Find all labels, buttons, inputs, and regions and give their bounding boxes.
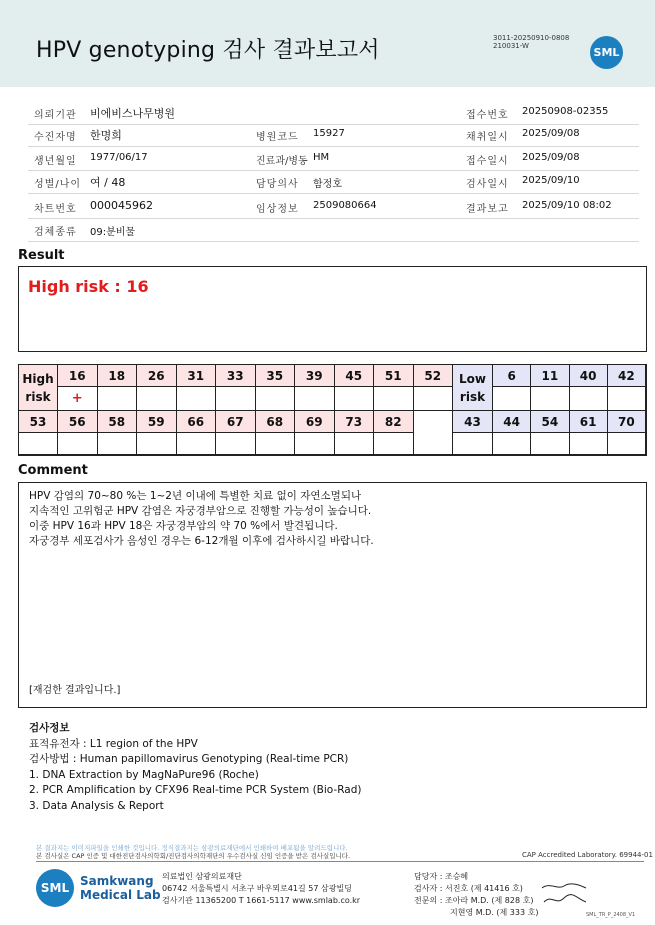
low-risk-type: 61 — [570, 411, 608, 433]
comment-line: HPV 감염의 70~80 %는 1~2년 이내에 특별한 치료 없이 자연소멸되나 — [29, 490, 362, 502]
staff-line: 지현영 M.D. (제 333 호) — [450, 908, 539, 917]
clinical-info-value: 2509080664 — [313, 200, 377, 211]
test-info-line: 3. Data Analysis & Report — [29, 799, 164, 812]
high-risk-result — [295, 433, 335, 455]
high-risk-result — [374, 387, 414, 411]
chart-no-label: 차트번호 — [34, 204, 77, 215]
high-risk-result — [256, 433, 296, 455]
brand-name — [80, 874, 161, 902]
low-risk-type: 11 — [531, 365, 569, 387]
dept-value: HM — [313, 152, 330, 163]
high-risk-label-line: risk — [25, 390, 51, 404]
report-date-label: 결과보고 — [466, 204, 509, 215]
test-info-line: 1. DNA Extraction by MagNaPure96 (Roche) — [29, 768, 259, 781]
high-risk-type: 68 — [256, 411, 296, 433]
receipt-no-label: 접수번호 — [466, 110, 509, 121]
low-risk-label-line: risk — [459, 390, 486, 404]
document-id-sub: 210031-W — [493, 42, 529, 50]
test-info-line: 2. PCR Amplification by CFX96 Real-time PCR System (Bio-Rad) — [29, 784, 362, 796]
doctor-value: 함정호 — [313, 179, 342, 190]
collect-date-label: 채취일시 — [466, 132, 509, 143]
result-section-title: Result — [18, 248, 65, 263]
high-risk-type: 18 — [98, 365, 138, 387]
institution-value: 비에비스나무병원 — [90, 107, 176, 120]
high-risk-type: 33 — [216, 365, 256, 387]
brand-line: Medical Lab — [80, 888, 161, 902]
low-risk-result — [493, 387, 531, 411]
low-risk-type: 42 — [608, 365, 646, 387]
low-risk-type: 43 — [453, 411, 493, 433]
low-risk-type: 40 — [570, 365, 608, 387]
low-risk-result — [531, 433, 569, 455]
test-info — [29, 721, 361, 814]
comment-line: 이중 HPV 16과 HPV 18은 자궁경부암의 약 70 %에서 발견됩니다. — [29, 520, 338, 532]
info-row-5 — [28, 196, 639, 219]
page-title: HPV genotyping 검사 결과보고서 — [36, 38, 380, 63]
high-risk-result — [58, 433, 98, 455]
high-risk-type: 45 — [335, 365, 375, 387]
high-risk-result — [137, 433, 177, 455]
clinical-info-label: 임상정보 — [256, 204, 299, 215]
low-risk-type: 70 — [608, 411, 646, 433]
high-risk-result — [256, 387, 296, 411]
genotype-grid — [18, 364, 647, 456]
sex-age-label: 성별/나이 — [34, 179, 82, 190]
footer-notice-image: 본 결과지는 이미지파일을 인쇄한 것입니다. 정식결과지는 삼광의료재단에서 인쇄하여 배포됨을 알려드립니다. — [36, 844, 348, 852]
high-risk-result — [177, 433, 217, 455]
receipt-date-label: 접수일시 — [466, 156, 509, 167]
info-row-6 — [28, 219, 639, 242]
low-risk-type: 44 — [493, 411, 531, 433]
form-code: SML_TR_P_2408_V1 — [586, 912, 636, 918]
low-risk-label-line: Low — [459, 372, 486, 386]
birth-value: 1977/06/17 — [90, 152, 148, 163]
info-row-1 — [28, 102, 639, 125]
hospital-code-label: 병원코드 — [256, 132, 299, 143]
comment-line: 지속적인 고위험군 HPV 감염은 자궁경부암으로 진행할 가능성이 높습니다. — [29, 505, 372, 517]
org-contact: 검사기관 11365200 T 1661-5117 www.smlab.co.kr — [162, 896, 361, 905]
low-risk-type: 6 — [493, 365, 531, 387]
high-risk-type: 35 — [256, 365, 296, 387]
low-risk-result — [608, 387, 646, 411]
high-risk-result — [98, 387, 138, 411]
signature-image — [540, 880, 590, 910]
high-risk-result — [98, 433, 138, 455]
high-risk-type: 58 — [98, 411, 138, 433]
high-risk-type: 59 — [137, 411, 177, 433]
brand-line: Samkwang — [80, 874, 154, 888]
staff-line: 담당자 : 조승혜 — [414, 872, 469, 881]
low-risk-result — [531, 387, 569, 411]
high-risk-result — [414, 387, 454, 411]
comment-text — [29, 489, 374, 549]
receipt-no-value: 20250908-02355 — [522, 106, 609, 117]
comment-section-title: Comment — [18, 463, 88, 478]
collect-date-value: 2025/09/08 — [522, 128, 580, 139]
staff-line: 검사자 : 서진호 (제 41416 호) — [414, 884, 523, 893]
test-date-value: 2025/09/10 — [522, 175, 580, 186]
high-risk-result — [19, 433, 58, 455]
name-value: 한명희 — [90, 129, 122, 142]
specimen-label: 검체종류 — [34, 227, 77, 238]
empty-cell — [414, 411, 454, 455]
info-row-3 — [28, 148, 639, 171]
test-date-label: 검사일시 — [466, 179, 509, 190]
high-risk-type: 16 — [58, 365, 98, 387]
high-risk-result — [216, 433, 256, 455]
sml-logo: SML — [590, 36, 623, 69]
document-id: 3011-20250910-0808 — [493, 34, 570, 42]
chart-no-value: 000045962 — [90, 199, 153, 212]
high-risk-type: 82 — [374, 411, 414, 433]
institution-label: 의뢰기관 — [34, 110, 77, 121]
staff-info — [414, 871, 538, 919]
sml-footer-logo: SML — [36, 869, 74, 907]
high-risk-result — [177, 387, 217, 411]
info-row-4 — [28, 171, 639, 194]
low-risk-result — [570, 387, 608, 411]
high-risk-type: 52 — [414, 365, 454, 387]
high-risk-result — [295, 387, 335, 411]
high-risk-type: 31 — [177, 365, 217, 387]
high-risk-result — [137, 387, 177, 411]
high-risk-result — [335, 387, 375, 411]
high-risk-result — [374, 433, 414, 455]
high-risk-type: 53 — [19, 411, 58, 433]
low-risk-result — [608, 433, 646, 455]
comment-footnote: [재검한 결과입니다.] — [29, 685, 121, 696]
dept-label: 진료과/병동 — [256, 156, 308, 167]
birth-label: 생년월일 — [34, 156, 77, 167]
info-row-2 — [28, 124, 639, 147]
doctor-label: 담당의사 — [256, 179, 299, 190]
high-risk-result — [216, 387, 256, 411]
low-risk-result — [453, 433, 493, 455]
specimen-value: 09:분비물 — [90, 227, 136, 238]
high-risk-label-line: High — [22, 372, 54, 386]
low-risk-result — [493, 433, 531, 455]
high-risk-type: 66 — [177, 411, 217, 433]
hospital-code-value: 15927 — [313, 128, 345, 139]
report-date-value: 2025/09/10 08:02 — [522, 200, 612, 211]
test-info-title: 검사정보 — [29, 722, 70, 734]
high-risk-type: 69 — [295, 411, 335, 433]
high-risk-type: 67 — [216, 411, 256, 433]
high-risk-type: 39 — [295, 365, 335, 387]
result-summary: High risk : 16 — [28, 277, 149, 296]
test-info-line: 표적유전자 : L1 region of the HPV — [29, 737, 198, 750]
receipt-date-value: 2025/09/08 — [522, 152, 580, 163]
low-risk-label — [453, 365, 493, 411]
org-address: 06742 서울특별시 서초구 바우뫼로41길 57 삼광빌딩 — [162, 884, 352, 893]
footer-notice-cap: 본 검사실은 CAP 인증 및 대한진단검사의학회/진단검사의학재단의 우수검사실 신임 인증을 받은 검사실입니다. — [36, 852, 351, 860]
org-info — [162, 871, 360, 907]
comment-line: 자궁경부 세포검사가 음성인 경우는 6-12개월 이후에 검사하시길 바랍니다. — [29, 535, 374, 547]
name-label: 수진자명 — [34, 132, 77, 143]
high-risk-result — [335, 433, 375, 455]
high-risk-type: 51 — [374, 365, 414, 387]
low-risk-result — [570, 433, 608, 455]
org-name: 의료법인 삼광의료재단 — [162, 872, 242, 881]
high-risk-type: 73 — [335, 411, 375, 433]
high-risk-result: + — [58, 387, 98, 411]
high-risk-label — [19, 365, 58, 411]
high-risk-type: 26 — [137, 365, 177, 387]
sex-age-value: 여 / 48 — [90, 176, 126, 189]
high-risk-type: 56 — [58, 411, 98, 433]
cap-accreditation: CAP Accredited Laboratory. 69944-01 — [522, 851, 653, 859]
footer-divider — [36, 861, 644, 862]
low-risk-type: 54 — [531, 411, 569, 433]
staff-line: 전문의 : 조아라 M.D. (제 828 호) — [414, 896, 534, 905]
test-info-line: 검사방법 : Human papillomavirus Genotyping (Real-time PCR) — [29, 753, 349, 765]
